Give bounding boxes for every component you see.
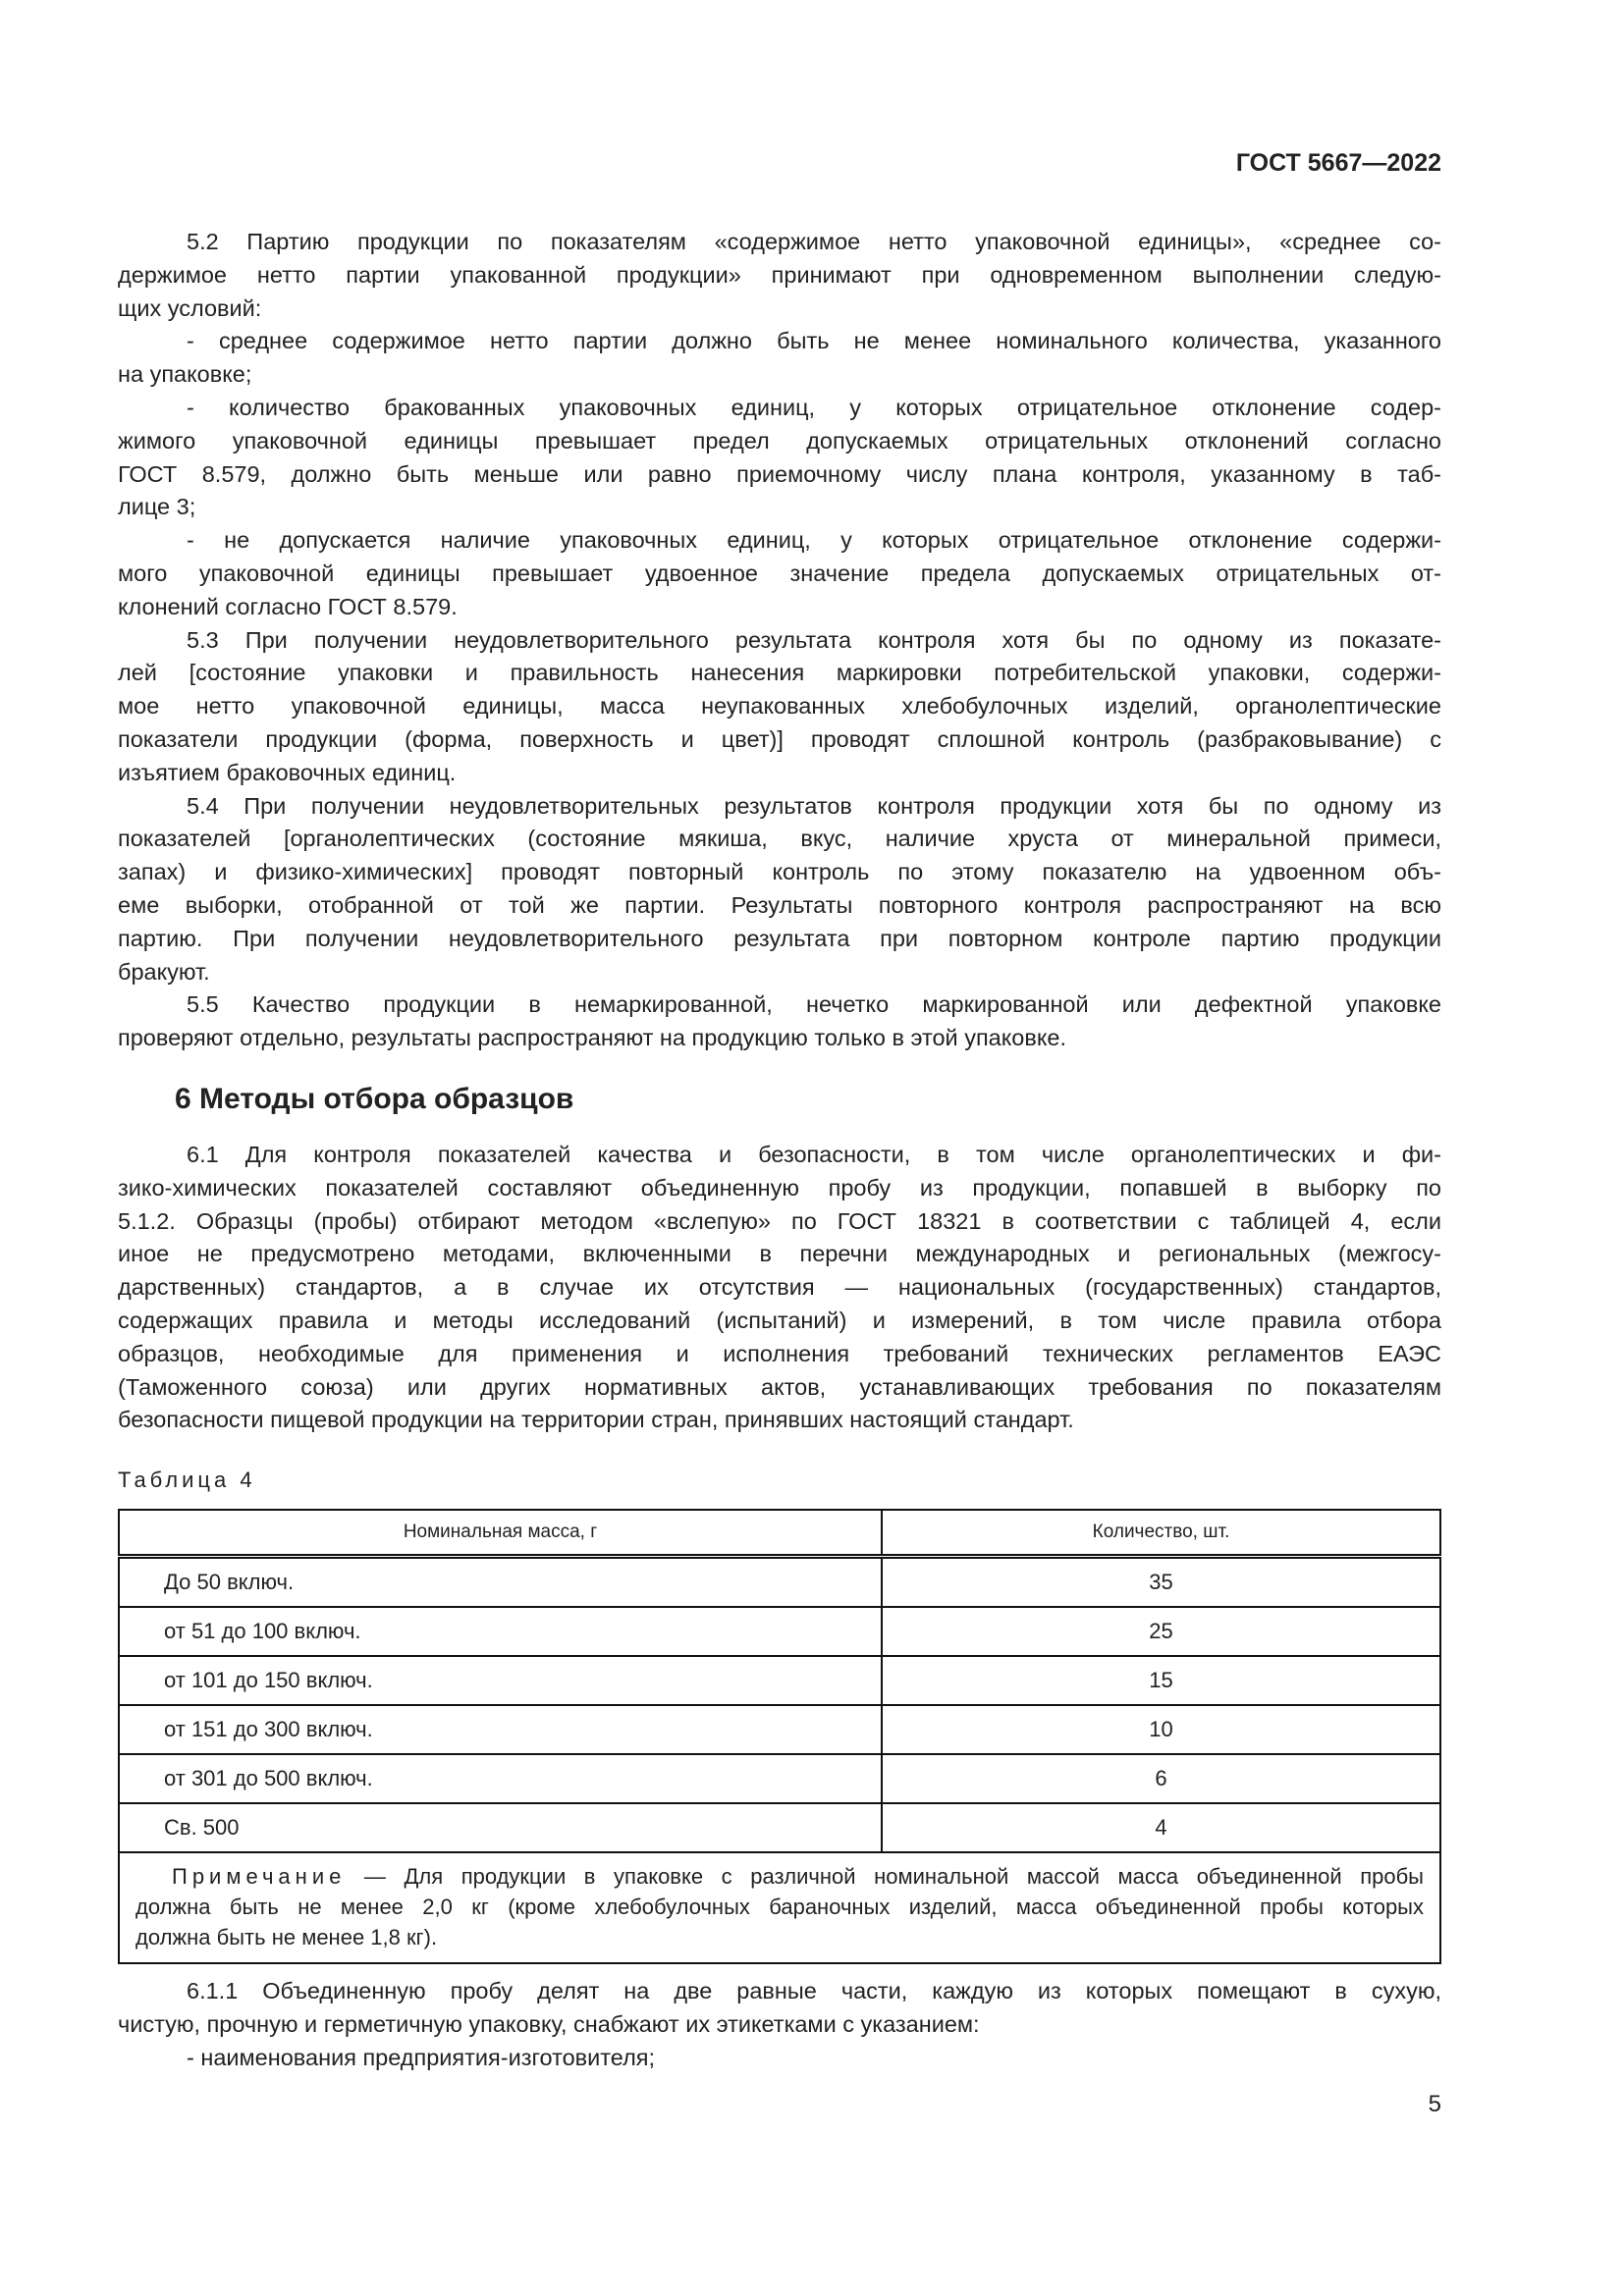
- text-line: 5.5 Качество продукции в немаркированной, нечетко маркированной или дефектной упаковке: [187, 991, 1441, 1018]
- count-cell: 35: [882, 1557, 1440, 1608]
- text-line: показателей [органолептических (состояние мякиша, вкус, наличие хруста от минеральной примеси,: [118, 826, 1441, 852]
- paragraph: [118, 2042, 1441, 2075]
- text-line: 5.1.2. Образцы (пробы) отбирают методом «вслепую» по ГОСТ 18321 в соответствии с таблицей 4, если: [118, 1207, 1441, 1234]
- text-line: изъятием браковочных единиц.: [118, 759, 457, 785]
- text-line: щих условий:: [118, 294, 262, 321]
- text-line: - не допускается наличие упаковочных единиц, у которых отрицательное отклонение содержи-: [187, 527, 1441, 554]
- mass-cell: от 51 до 100 включ.: [119, 1607, 882, 1656]
- text-line: клонений согласно ГОСТ 8.579.: [118, 593, 458, 619]
- note-label: Примечание: [172, 1864, 347, 1889]
- paragraph: [118, 790, 1441, 989]
- page-number: 5: [1428, 2091, 1441, 2117]
- text-line: показатели продукции (форма, поверхность и цвет)] проводят сплошной контроль (разбраковывание) с: [118, 725, 1441, 752]
- mass-cell: от 301 до 500 включ.: [119, 1754, 882, 1803]
- count-cell: 10: [882, 1705, 1440, 1754]
- text-line: держимое нетто партии упакованной продукции» принимают при одновременном выполнении следую-: [118, 261, 1441, 288]
- text-line: на упаковке;: [118, 361, 252, 388]
- table-label: Таблица 4: [118, 1468, 256, 1492]
- text-line: дарственных) стандартов, а в случае их отсутствия — национальных (государственных) стандартов,: [118, 1274, 1441, 1301]
- table-row: [119, 1656, 1440, 1705]
- column-header-mass: Номинальная масса, г: [119, 1510, 882, 1557]
- text-line: 5.2 Партию продукции по показателям «содержимое нетто упаковочной единицы», «среднее со-: [187, 229, 1441, 254]
- text-line: - наименования предприятия-изготовителя;: [187, 2044, 656, 2070]
- text-line: партию. При получении неудовлетворительного результата при повторном контроле партию продукции: [118, 925, 1441, 951]
- section-6-text: [118, 1139, 1441, 1437]
- table-note-row: [119, 1852, 1440, 1963]
- table-note: [119, 1852, 1440, 1963]
- table-header-row: [119, 1510, 1440, 1557]
- count-cell: 25: [882, 1607, 1440, 1656]
- text-line: чистую, прочную и герметичную упаковку, снабжают их этикетками с указанием:: [118, 2010, 980, 2037]
- paragraph: [118, 226, 1441, 325]
- section-6-1-1-text: [118, 1975, 1441, 2074]
- paragraph: [118, 988, 1441, 1055]
- text-line: запах) и физико-химических] проводят повторный контроль по этому показателю на удвоенном объ-: [118, 859, 1441, 885]
- text-line: содержащих правила и методы исследований (испытаний) и измерений, в том числе правила отбора: [118, 1307, 1441, 1333]
- text-line: зико-химических показателей составляют объединенную пробу из продукции, попавшей в выборку по: [118, 1174, 1441, 1201]
- note-text: — Для продукции в упаковке с различной номинальной массой масса объединенной пробы: [363, 1864, 1424, 1889]
- text-line: 5.3 При получении неудовлетворительного результата контроля хотя бы по одному из показате-: [187, 626, 1441, 653]
- text-line: лице 3;: [118, 494, 196, 520]
- text-line: 6.1.1 Объединенную пробу делят на две равные части, каждую из которых помещают в сухую,: [187, 1978, 1441, 2003]
- text-line: - среднее содержимое нетто партии должно быть не менее номинального количества, указанного: [187, 328, 1441, 354]
- table-4: [118, 1509, 1441, 1964]
- mass-cell: До 50 включ.: [119, 1557, 882, 1608]
- text-line: ГОСТ 8.579, должно быть меньше или равно приемочному числу плана контроля, указанному в таб-: [118, 460, 1441, 487]
- paragraph: [118, 392, 1441, 524]
- count-cell: 15: [882, 1656, 1440, 1705]
- document-id: ГОСТ 5667—2022: [1235, 149, 1441, 177]
- text-line: проверяют отдельно, результаты распространяют на продукцию только в этой упаковке.: [118, 1025, 1066, 1051]
- text-line: 5.4 При получении неудовлетворительных результатов контроля продукции хотя бы по одному из: [187, 792, 1441, 819]
- table-row: [119, 1803, 1440, 1852]
- paragraph: [118, 1975, 1441, 2042]
- text-line: бракуют.: [118, 958, 210, 985]
- table-row: [119, 1607, 1440, 1656]
- section-5-text: [118, 226, 1441, 1055]
- section-6-heading: 6 Методы отбора образцов: [175, 1083, 574, 1115]
- paragraph: [118, 524, 1441, 623]
- paragraph: [118, 624, 1441, 790]
- text-line: образцов, необходимые для применения и исполнения требований технических регламентов ЕАЭС: [118, 1340, 1441, 1366]
- text-line: (Таможенного союза) или других нормативных актов, устанавливающих требования по показателям: [118, 1373, 1441, 1400]
- paragraph: [118, 1139, 1441, 1437]
- count-cell: 4: [882, 1803, 1440, 1852]
- text-line: 6.1 Для контроля показателей качества и безопасности, в том числе органолептических и фи-: [187, 1142, 1441, 1167]
- mass-cell: от 151 до 300 включ.: [119, 1705, 882, 1754]
- table-row: [119, 1557, 1440, 1608]
- column-header-count: Количество, шт.: [882, 1510, 1440, 1557]
- text-line: жимого упаковочной единицы превышает предел допускаемых отрицательных отклонений согласно: [118, 427, 1441, 454]
- text-line: мого упаковочной единицы превышает удвоенное значение предела допускаемых отрицательных от-: [118, 560, 1441, 586]
- mass-cell: от 101 до 150 включ.: [119, 1656, 882, 1705]
- mass-cell: Св. 500: [119, 1803, 882, 1852]
- paragraph: [118, 325, 1441, 392]
- text-line: иное не предусмотрено методами, включенными в перечни международных и региональных (межгосу-: [118, 1241, 1441, 1267]
- note-line: должна быть не менее 1,8 кг).: [135, 1925, 438, 1949]
- table-row: [119, 1754, 1440, 1803]
- text-line: безопасности пищевой продукции на территории стран, принявших настоящий стандарт.: [118, 1407, 1074, 1433]
- count-cell: 6: [882, 1754, 1440, 1803]
- text-line: - количество бракованных упаковочных единиц, у которых отрицательное отклонение содер-: [187, 394, 1441, 420]
- table-row: [119, 1705, 1440, 1754]
- note-line: [135, 1861, 1424, 1892]
- text-line: лей [состояние упаковки и правильность нанесения маркировки потребительской упаковки, содержи-: [118, 660, 1441, 686]
- text-line: еме выборки, отобранной от той же партии. Результаты повторного контроля распространяют на всю: [118, 891, 1441, 918]
- note-line: должна быть не менее 2,0 кг (кроме хлебобулочных бараночных изделий, масса объединенной пробы которых: [135, 1895, 1424, 1919]
- text-line: мое нетто упаковочной единицы, масса неупакованных хлебобулочных изделий, органолептические: [118, 693, 1441, 720]
